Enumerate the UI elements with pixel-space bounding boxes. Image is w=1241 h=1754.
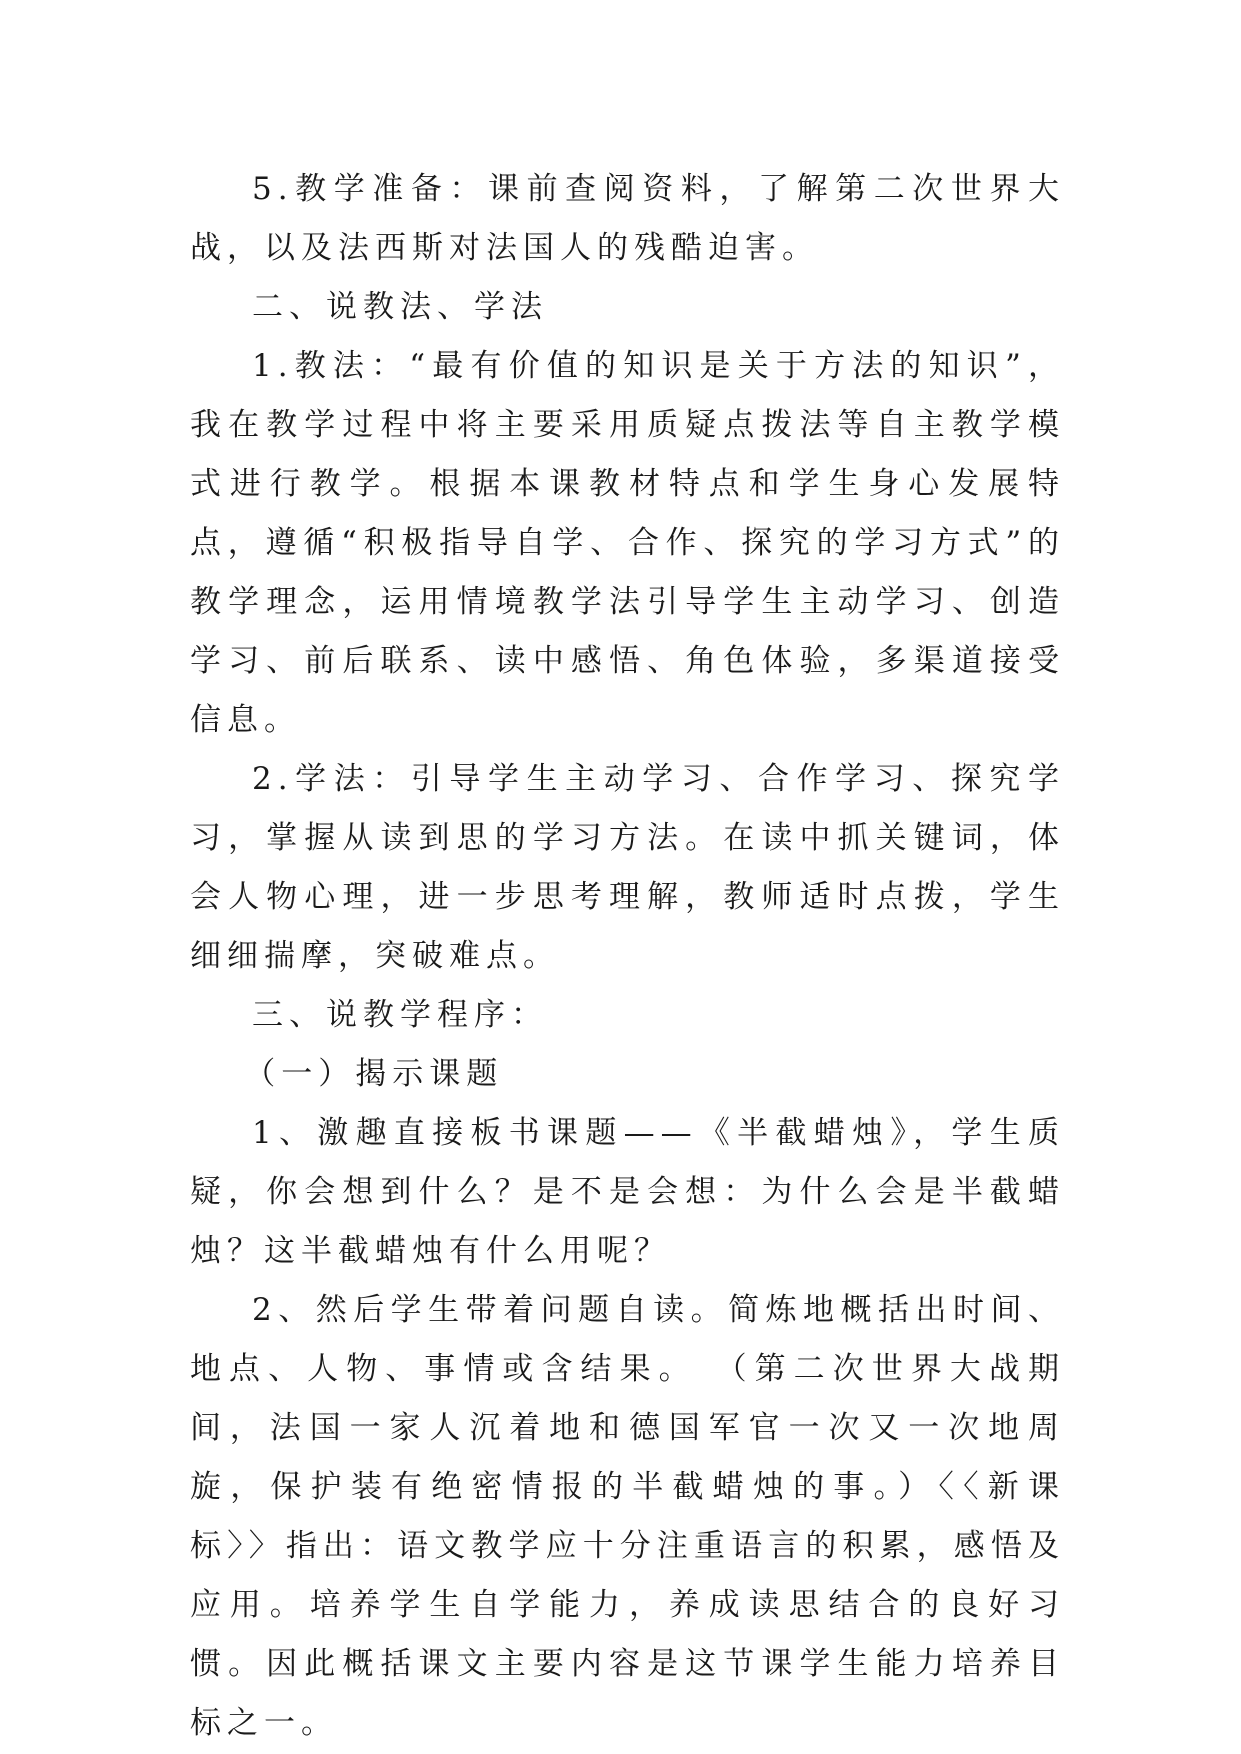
section-heading-methods: 二、说教法、学法: [252, 289, 548, 325]
paragraph-teaching-preparation: 5.教学准备：课前查阅资料，了解第二次世界大战，以及法西斯对法国人的残酷迫害。: [190, 171, 1065, 266]
paragraph-step-one: 1、激趣直接板书课题——《半截蜡烛》，学生质疑，你会想到什么？是不是会想：为什么会是半截蜡烛？这半截蜡烛有什么用呢？: [190, 1115, 1065, 1269]
subheading-reveal-topic: （一）揭示课题: [244, 1056, 504, 1092]
document-body: [190, 160, 1065, 1753]
paragraph-learning-method: 2.学法：引导学生主动学习、合作学习、探究学习，掌握从读到思的学习方法。在读中抓关键词，体会人物心理，进一步思考理解，教师适时点拨，学生细细揣摩，突破难点。: [190, 761, 1065, 974]
paragraph-teaching-method: 1.教法：“最有价值的知识是关于方法的知识”，我在教学过程中将主要采用质疑点拨法等自主教学模式进行教学。根据本课教材特点和学生身心发展特点，遵循“积极指导自学、合作、探究的学习方式”的教学理念，运用情境教学法引导学生主动学习、创造学习、前后联系、读中感悟、角色体验，多渠道接受信息。: [190, 348, 1065, 738]
paragraph-step-two: 2、然后学生带着问题自读。简炼地概括出时间、地点、人物、事情或含结果。 （第二次世界大战期间，法国一家人沉着地和德国军官一次又一次地周旋，保护装有绝密情报的半截蜡烛的事。）〈〈新课标〉〉指出：语文教学应十分注重语言的积累，感悟及应用。培养学生自学能力，养成读思结合的良好习惯。因此概括课文主要内容是这节课学生能力培养目标之一。: [190, 1292, 1065, 1741]
section-heading-procedure: 三、说教学程序：: [252, 997, 548, 1033]
